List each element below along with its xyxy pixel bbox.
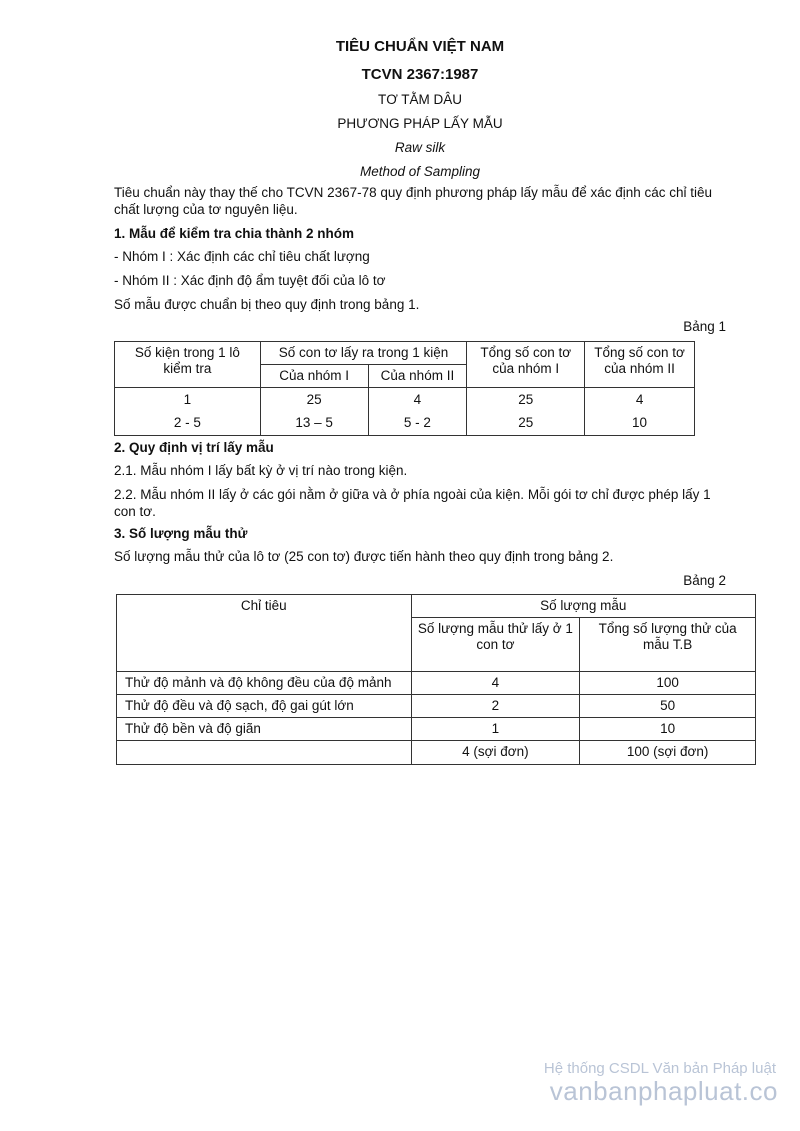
table-cell: 4: [585, 388, 695, 412]
section1-item2: - Nhóm II : Xác định độ ẩm tuyệt đối của lô tơ: [114, 273, 386, 288]
section2-paragraph1: 2.1. Mẫu nhóm I lấy bất kỳ ở vị trí nào trong kiện.: [114, 463, 408, 478]
table1-header-total1: Tổng số con tơ của nhóm I: [467, 342, 585, 388]
intro-paragraph: Tiêu chuẩn này thay thế cho TCVN 2367-78 quy định phương pháp lấy mẫu để xác định các chỉ tiêu chất lượng của tơ nguyên liệu.: [114, 185, 713, 217]
table-cell: 2 - 5: [115, 412, 261, 436]
table-cell: 2: [411, 695, 580, 718]
table-row: [117, 672, 756, 695]
table-cell: 100 (sợi đơn): [580, 741, 756, 765]
table2: [116, 594, 756, 765]
table-cell: 25: [467, 388, 585, 412]
subject-title: TƠ TẰM DÂU: [377, 92, 463, 107]
section1-heading: 1. Mẫu để kiểm tra chia thành 2 nhóm: [114, 226, 355, 241]
table2-header-per-cocoon: Số lượng mẫu thử lấy ở 1 con tơ: [411, 618, 580, 672]
section2-paragraph2: 2.2. Mẫu nhóm II lấy ở các gói nằm ở giữa và ở phía ngoài của kiện. Mỗi gói tơ chỉ được phép lấy 1 con tơ.: [114, 487, 711, 519]
table-cell: 10: [580, 718, 756, 741]
standard-code: TCVN 2367:1987: [361, 66, 479, 83]
table-cell: 100: [580, 672, 756, 695]
table-cell: [117, 741, 412, 765]
table-cell: 10: [585, 412, 695, 436]
section3-heading: 3. Số lượng mẫu thử: [114, 526, 248, 541]
table-cell: 50: [580, 695, 756, 718]
watermark-line1: Hệ thống CSDL Văn bản Pháp luật: [543, 1060, 776, 1077]
table2-caption: Bảng 2: [683, 573, 726, 588]
table2-header-criteria: Chỉ tiêu: [117, 595, 412, 672]
table-cell: 4: [411, 672, 580, 695]
table-cell: Thử độ đều và độ sạch, độ gai gút lớn: [117, 695, 412, 718]
table1-header-group2: Của nhóm II: [368, 365, 467, 388]
table-cell: 1: [411, 718, 580, 741]
table1: [114, 341, 695, 436]
table1-caption: Bảng 1: [683, 319, 726, 334]
table1-header-group1: Của nhóm I: [260, 365, 368, 388]
table2-header-quantity: Số lượng mẫu: [411, 595, 756, 618]
table-row: [117, 718, 756, 741]
table-cell: 25: [260, 388, 368, 412]
document-title: TIÊU CHUẨN VIỆT NAM: [335, 38, 505, 55]
table-cell: 5 - 2: [368, 412, 467, 436]
table-cell: 1: [115, 388, 261, 412]
table-cell: Thử độ mảnh và độ không đều của độ mảnh: [117, 672, 412, 695]
table-cell: 4 (sợi đơn): [411, 741, 580, 765]
subject-title-en: Raw silk: [394, 140, 446, 155]
table-cell: 4: [368, 388, 467, 412]
method-title-en: Method of Sampling: [359, 164, 481, 179]
table1-header-lot: Số kiện trong 1 lô kiểm tra: [115, 342, 261, 388]
table-cell: Thử độ bền và độ giãn: [117, 718, 412, 741]
section2-heading: 2. Quy định vị trí lấy mẫu: [114, 440, 274, 455]
table2-header-total: Tổng số lượng thử của mẫu T.B: [580, 618, 756, 672]
table-cell: 13 – 5: [260, 412, 368, 436]
table-row: [117, 695, 756, 718]
table1-header-taken: Số con tơ lấy ra trong 1 kiện: [260, 342, 467, 365]
section3-paragraph1: Số lượng mẫu thử của lô tơ (25 con tơ) được tiến hành theo quy định trong bảng 2.: [114, 549, 614, 564]
table1-header-total2: Tổng số con tơ của nhóm II: [585, 342, 695, 388]
section1-note: Số mẫu được chuẩn bị theo quy định trong bảng 1.: [114, 297, 420, 312]
watermark-line2[interactable]: vanbanphapluat.co: [549, 1076, 778, 1106]
section1-item1: - Nhóm I : Xác định các chỉ tiêu chất lượng: [114, 249, 370, 264]
table-row: [117, 741, 756, 765]
method-title: PHƯƠNG PHÁP LẤY MẪU: [337, 116, 503, 131]
table-cell: 25: [467, 412, 585, 436]
